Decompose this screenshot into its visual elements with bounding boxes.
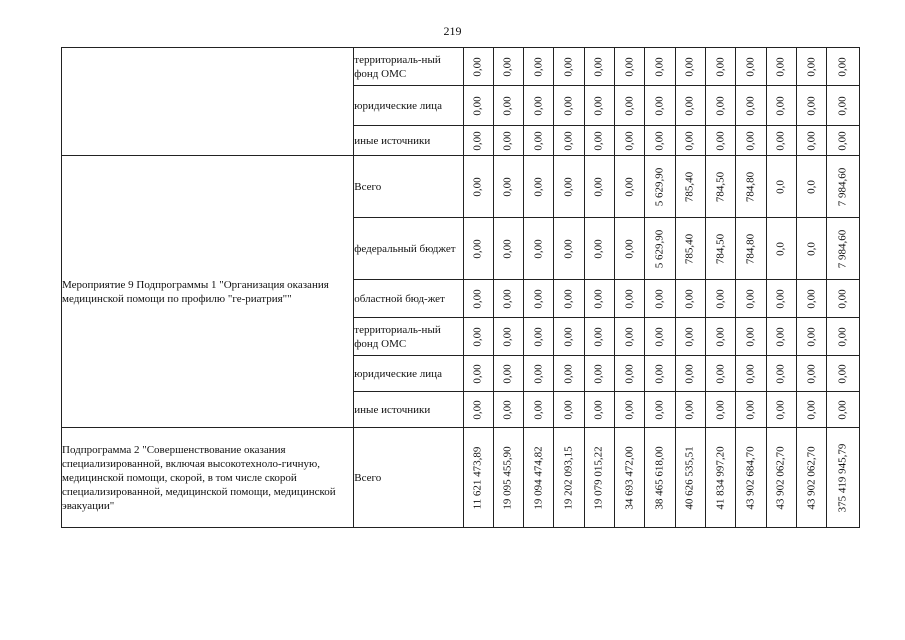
year-value-cell xyxy=(766,428,796,528)
year-value: 0,00 xyxy=(562,288,575,309)
year-value-cell xyxy=(645,392,675,428)
year-value: 784,50 xyxy=(714,233,727,264)
year-value: 19 202 093,15 xyxy=(562,445,575,510)
year-value: 0,00 xyxy=(471,176,484,197)
year-value-cell xyxy=(493,318,523,356)
year-value: 0,00 xyxy=(653,399,666,420)
year-value: 19 095 455,90 xyxy=(501,445,514,510)
table-row xyxy=(62,48,860,86)
program-description: Подпрограмма 2 "Совершенствование оказания специализированной, включая высокотехноло-гичную, медицинской помощи, скорой, в том числе скорой специализированной, медицинской помощи, медицинской эвакуации" xyxy=(62,428,354,528)
year-value: 0,00 xyxy=(532,363,545,384)
year-value: 0,00 xyxy=(623,238,636,259)
funding-source: иные источники xyxy=(354,392,463,428)
year-value: 0,00 xyxy=(562,56,575,77)
year-value-cell xyxy=(554,126,584,156)
funding-source: территориаль-ный фонд ОМС xyxy=(354,48,463,86)
year-value-cell xyxy=(797,428,827,528)
year-value: 0,00 xyxy=(805,130,818,151)
year-value-cell xyxy=(615,86,645,126)
year-value-cell xyxy=(675,318,705,356)
year-value-cell xyxy=(766,318,796,356)
year-value-cell xyxy=(797,392,827,428)
year-value: 43 902 062,70 xyxy=(774,445,787,510)
year-value-cell xyxy=(554,86,584,126)
year-value: 43 902 684,70 xyxy=(744,445,757,510)
year-value-cell xyxy=(524,428,554,528)
year-value: 0,00 xyxy=(744,399,757,420)
year-value: 0,00 xyxy=(653,95,666,116)
year-value: 0,00 xyxy=(501,363,514,384)
year-value: 0,00 xyxy=(836,399,849,420)
year-value-cell xyxy=(675,86,705,126)
year-value-cell xyxy=(524,280,554,318)
year-value-cell xyxy=(554,156,584,218)
year-value-cell xyxy=(706,356,736,392)
funding-source: иные источники xyxy=(354,126,463,156)
year-value-cell xyxy=(645,126,675,156)
year-value: 0,00 xyxy=(562,326,575,347)
year-value-cell xyxy=(493,392,523,428)
year-value: 0,00 xyxy=(683,288,696,309)
year-value: 0,00 xyxy=(653,326,666,347)
year-value-cell xyxy=(736,126,766,156)
year-value: 0,0 xyxy=(774,179,787,194)
year-value: 0,00 xyxy=(836,326,849,347)
year-value-cell xyxy=(706,392,736,428)
year-value-cell xyxy=(615,392,645,428)
year-value-cell xyxy=(706,318,736,356)
year-value: 0,00 xyxy=(683,56,696,77)
year-value-cell xyxy=(706,156,736,218)
year-value-cell xyxy=(797,86,827,126)
year-value: 19 094 474,82 xyxy=(532,445,545,510)
year-value-cell xyxy=(493,48,523,86)
year-value: 0,00 xyxy=(744,288,757,309)
year-value-cell xyxy=(615,356,645,392)
program-description xyxy=(62,48,354,156)
year-value: 0,00 xyxy=(623,326,636,347)
year-value-cell xyxy=(827,318,860,356)
year-value: 0,00 xyxy=(836,56,849,77)
year-value: 0,00 xyxy=(653,56,666,77)
year-value-cell xyxy=(584,428,614,528)
year-value: 0,00 xyxy=(623,56,636,77)
year-value: 0,00 xyxy=(805,326,818,347)
year-value: 34 693 472,00 xyxy=(623,445,636,510)
year-value-cell xyxy=(827,356,860,392)
year-value: 0,00 xyxy=(562,176,575,197)
year-value-cell xyxy=(766,356,796,392)
year-value-cell xyxy=(524,392,554,428)
year-value-cell xyxy=(584,280,614,318)
year-value-cell xyxy=(675,48,705,86)
year-value: 0,00 xyxy=(532,288,545,309)
year-value: 0,00 xyxy=(592,130,605,151)
year-value-cell xyxy=(827,428,860,528)
year-value-cell xyxy=(675,218,705,280)
year-value-cell xyxy=(524,48,554,86)
year-value-cell xyxy=(524,356,554,392)
year-value: 0,00 xyxy=(562,238,575,259)
year-value: 0,00 xyxy=(471,363,484,384)
year-value-cell xyxy=(645,86,675,126)
year-value-cell xyxy=(463,280,493,318)
year-value-cell xyxy=(493,356,523,392)
year-value-cell xyxy=(463,156,493,218)
year-value-cell xyxy=(736,392,766,428)
year-value: 785,40 xyxy=(683,233,696,264)
year-value-cell xyxy=(554,356,584,392)
funding-source: федеральный бюджет xyxy=(354,218,463,280)
year-value-cell xyxy=(463,392,493,428)
program-description: Мероприятие 9 Подпрограммы 1 "Организация оказания медицинской помощи по профилю "ге-риатрия"" xyxy=(62,156,354,428)
year-value-cell xyxy=(615,428,645,528)
year-value: 0,00 xyxy=(774,326,787,347)
year-value: 0,00 xyxy=(805,95,818,116)
year-value: 0,00 xyxy=(836,288,849,309)
year-value-cell xyxy=(493,280,523,318)
year-value: 0,00 xyxy=(562,95,575,116)
year-value: 0,00 xyxy=(683,95,696,116)
year-value-cell xyxy=(463,428,493,528)
year-value-cell xyxy=(797,48,827,86)
year-value-cell xyxy=(493,218,523,280)
year-value-cell xyxy=(554,218,584,280)
year-value-cell xyxy=(645,156,675,218)
year-value: 0,00 xyxy=(714,56,727,77)
year-value: 0,00 xyxy=(562,363,575,384)
year-value-cell xyxy=(675,280,705,318)
year-value: 375 419 945,79 xyxy=(836,443,849,512)
year-value-cell xyxy=(797,318,827,356)
year-value: 0,0 xyxy=(805,179,818,194)
year-value-cell xyxy=(615,218,645,280)
year-value-cell xyxy=(524,126,554,156)
year-value: 5 629,90 xyxy=(653,167,666,206)
year-value: 0,00 xyxy=(774,56,787,77)
year-value: 7 984,60 xyxy=(836,167,849,206)
year-value: 0,00 xyxy=(805,288,818,309)
year-value-cell xyxy=(797,218,827,280)
funding-source: Всего xyxy=(354,156,463,218)
year-value: 0,00 xyxy=(592,238,605,259)
year-value: 0,00 xyxy=(501,176,514,197)
year-value: 0,00 xyxy=(836,95,849,116)
year-value: 0,00 xyxy=(714,363,727,384)
year-value: 0,00 xyxy=(592,56,605,77)
year-value-cell xyxy=(554,48,584,86)
year-value-cell xyxy=(584,48,614,86)
year-value-cell xyxy=(736,156,766,218)
year-value: 19 079 015,22 xyxy=(592,445,605,510)
table-row xyxy=(62,428,860,528)
year-value: 0,00 xyxy=(623,399,636,420)
year-value: 43 902 062,70 xyxy=(805,445,818,510)
year-value: 0,00 xyxy=(501,288,514,309)
year-value-cell xyxy=(766,86,796,126)
year-value: 0,00 xyxy=(471,399,484,420)
year-value: 0,00 xyxy=(471,56,484,77)
year-value-cell xyxy=(554,428,584,528)
year-value: 0,00 xyxy=(683,363,696,384)
year-value: 0,00 xyxy=(714,95,727,116)
year-value: 0,00 xyxy=(836,130,849,151)
year-value-cell xyxy=(554,280,584,318)
year-value-cell xyxy=(827,280,860,318)
year-value: 0,00 xyxy=(592,399,605,420)
year-value: 784,80 xyxy=(744,233,757,264)
year-value-cell xyxy=(706,218,736,280)
year-value: 0,00 xyxy=(744,56,757,77)
year-value-cell xyxy=(524,318,554,356)
year-value-cell xyxy=(645,280,675,318)
year-value-cell xyxy=(524,218,554,280)
year-value: 0,00 xyxy=(683,326,696,347)
year-value: 0,00 xyxy=(653,363,666,384)
year-value: 0,00 xyxy=(532,399,545,420)
year-value: 0,00 xyxy=(532,176,545,197)
year-value: 0,00 xyxy=(774,399,787,420)
year-value: 0,00 xyxy=(774,288,787,309)
year-value: 0,00 xyxy=(653,288,666,309)
year-value-cell xyxy=(797,156,827,218)
year-value-cell xyxy=(463,86,493,126)
year-value-cell xyxy=(736,318,766,356)
year-value-cell xyxy=(584,356,614,392)
year-value-cell xyxy=(827,86,860,126)
year-value: 0,00 xyxy=(774,95,787,116)
year-value-cell xyxy=(584,126,614,156)
year-value-cell xyxy=(827,48,860,86)
year-value: 0,00 xyxy=(501,130,514,151)
year-value: 0,00 xyxy=(805,56,818,77)
year-value-cell xyxy=(675,156,705,218)
year-value-cell xyxy=(766,218,796,280)
year-value-cell xyxy=(675,356,705,392)
year-value: 0,00 xyxy=(683,130,696,151)
year-value: 0,00 xyxy=(774,130,787,151)
year-value-cell xyxy=(463,356,493,392)
year-value: 784,50 xyxy=(714,171,727,202)
year-value: 0,00 xyxy=(562,399,575,420)
year-value-cell xyxy=(766,392,796,428)
year-value: 11 621 473,89 xyxy=(471,446,484,509)
year-value-cell xyxy=(493,86,523,126)
year-value-cell xyxy=(766,280,796,318)
year-value-cell xyxy=(827,218,860,280)
year-value: 40 626 535,51 xyxy=(683,445,696,510)
year-value: 0,00 xyxy=(501,238,514,259)
year-value-cell xyxy=(554,392,584,428)
year-value-cell xyxy=(463,48,493,86)
year-value: 784,80 xyxy=(744,171,757,202)
year-value: 0,00 xyxy=(805,399,818,420)
year-value-cell xyxy=(645,318,675,356)
funding-source: юридические лица xyxy=(354,86,463,126)
year-value: 0,00 xyxy=(623,130,636,151)
year-value-cell xyxy=(493,126,523,156)
funding-source: областной бюд-жет xyxy=(354,280,463,318)
year-value: 0,00 xyxy=(532,238,545,259)
year-value-cell xyxy=(584,86,614,126)
year-value: 0,00 xyxy=(532,326,545,347)
year-value: 7 984,60 xyxy=(836,229,849,268)
year-value: 0,00 xyxy=(744,363,757,384)
year-value-cell xyxy=(554,318,584,356)
year-value-cell xyxy=(827,126,860,156)
year-value-cell xyxy=(584,156,614,218)
year-value-cell xyxy=(736,280,766,318)
year-value: 38 465 618,00 xyxy=(653,445,666,510)
year-value: 0,00 xyxy=(562,130,575,151)
year-value: 0,00 xyxy=(623,363,636,384)
year-value-cell xyxy=(797,280,827,318)
year-value-cell xyxy=(524,156,554,218)
year-value-cell xyxy=(645,48,675,86)
year-value: 0,00 xyxy=(592,363,605,384)
funding-table xyxy=(61,47,860,528)
year-value-cell xyxy=(645,356,675,392)
year-value-cell xyxy=(706,86,736,126)
year-value: 5 629,90 xyxy=(653,229,666,268)
year-value: 0,00 xyxy=(471,95,484,116)
year-value: 0,00 xyxy=(592,176,605,197)
year-value-cell xyxy=(615,318,645,356)
year-value-cell xyxy=(615,280,645,318)
year-value-cell xyxy=(584,318,614,356)
year-value: 0,00 xyxy=(683,399,696,420)
year-value-cell xyxy=(675,392,705,428)
year-value-cell xyxy=(706,280,736,318)
year-value-cell xyxy=(463,318,493,356)
funding-source: территориаль-ный фонд ОМС xyxy=(354,318,463,356)
year-value-cell xyxy=(675,126,705,156)
year-value: 0,00 xyxy=(714,399,727,420)
year-value: 0,00 xyxy=(592,95,605,116)
year-value: 0,00 xyxy=(592,288,605,309)
year-value: 0,00 xyxy=(805,363,818,384)
page-number: 219 xyxy=(443,24,462,38)
year-value-cell xyxy=(736,356,766,392)
year-value-cell xyxy=(615,156,645,218)
funding-source: юридические лица xyxy=(354,356,463,392)
year-value-cell xyxy=(493,156,523,218)
year-value: 0,00 xyxy=(623,176,636,197)
year-value-cell xyxy=(827,392,860,428)
year-value: 0,00 xyxy=(471,130,484,151)
year-value: 0,0 xyxy=(774,241,787,256)
year-value: 0,00 xyxy=(501,95,514,116)
year-value-cell xyxy=(766,48,796,86)
year-value: 0,00 xyxy=(714,326,727,347)
year-value: 0,00 xyxy=(714,130,727,151)
year-value-cell xyxy=(524,86,554,126)
year-value-cell xyxy=(645,428,675,528)
year-value-cell xyxy=(706,428,736,528)
year-value-cell xyxy=(615,126,645,156)
year-value: 0,00 xyxy=(532,95,545,116)
year-value: 41 834 997,20 xyxy=(714,445,727,510)
year-value: 0,00 xyxy=(744,130,757,151)
year-value-cell xyxy=(584,392,614,428)
year-value-cell xyxy=(736,48,766,86)
year-value: 0,00 xyxy=(836,363,849,384)
year-value-cell xyxy=(706,126,736,156)
year-value: 0,00 xyxy=(623,288,636,309)
year-value: 0,00 xyxy=(744,326,757,347)
year-value-cell xyxy=(766,156,796,218)
year-value: 0,00 xyxy=(774,363,787,384)
year-value-cell xyxy=(706,48,736,86)
year-value: 0,00 xyxy=(592,326,605,347)
year-value-cell xyxy=(615,48,645,86)
year-value: 0,0 xyxy=(805,241,818,256)
year-value-cell xyxy=(827,156,860,218)
year-value: 0,00 xyxy=(501,326,514,347)
year-value: 0,00 xyxy=(744,95,757,116)
table-row xyxy=(62,156,860,218)
year-value: 785,40 xyxy=(683,171,696,202)
year-value: 0,00 xyxy=(714,288,727,309)
year-value-cell xyxy=(736,428,766,528)
funding-source: Всего xyxy=(354,428,463,528)
year-value-cell xyxy=(766,126,796,156)
year-value-cell xyxy=(736,218,766,280)
year-value: 0,00 xyxy=(501,399,514,420)
year-value: 0,00 xyxy=(653,130,666,151)
year-value: 0,00 xyxy=(532,130,545,151)
year-value: 0,00 xyxy=(471,288,484,309)
year-value-cell xyxy=(797,356,827,392)
year-value-cell xyxy=(797,126,827,156)
year-value: 0,00 xyxy=(471,326,484,347)
year-value-cell xyxy=(463,218,493,280)
year-value-cell xyxy=(463,126,493,156)
year-value: 0,00 xyxy=(471,238,484,259)
year-value: 0,00 xyxy=(532,56,545,77)
year-value-cell xyxy=(675,428,705,528)
year-value: 0,00 xyxy=(623,95,636,116)
year-value: 0,00 xyxy=(501,56,514,77)
year-value-cell xyxy=(645,218,675,280)
year-value-cell xyxy=(584,218,614,280)
year-value-cell xyxy=(736,86,766,126)
year-value-cell xyxy=(493,428,523,528)
